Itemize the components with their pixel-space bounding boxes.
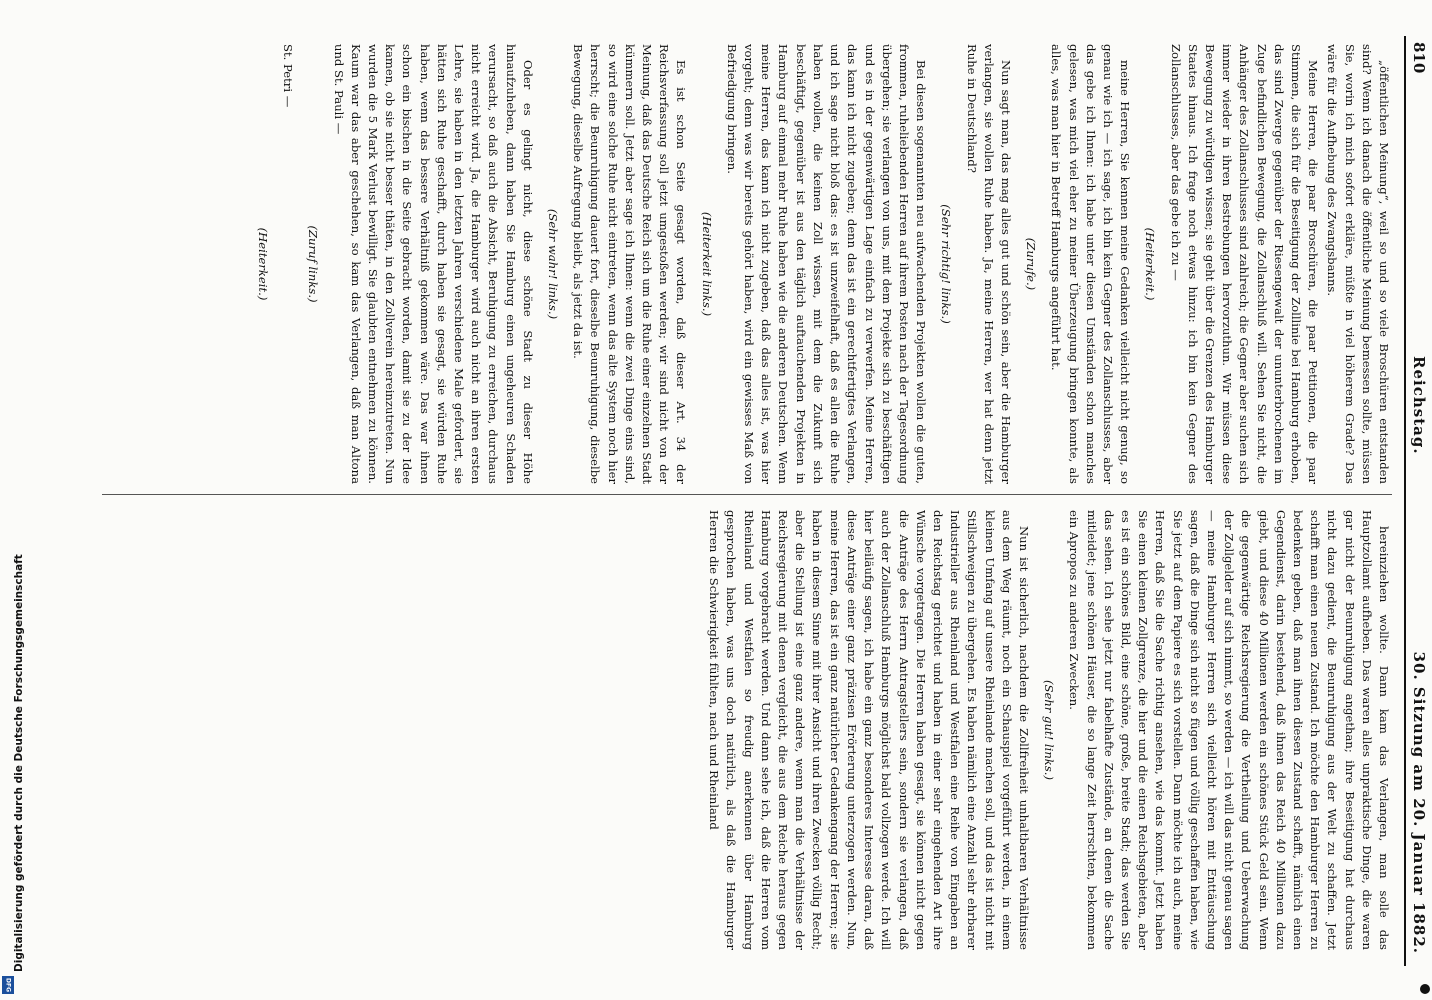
paragraph: Oder es gelingt nicht, diese schöne Stadt zu dieser Höhe hinaufzuheben, dann haben Sie Hamburg einen ungeheuren Schaden verursacht, so daß auch die Absicht, Beruhigung zu erreichen, durchaus nicht erreicht wird. Ja, die Hamburger wird auch nicht an ihren ersten Lehre, sie haben in den letzten Jahren verschiedene Male gefordert, sie hätten sich Ruhe geschafft, durch haben sie gesagt, sie würden Ruhe haben, wenn das bessere Verhältniß gekommen wäre. Das war ihnen schon ein bischen in die Seite gebracht worden, damit sie zu der Idee kamen, ob sie nicht besser thäten, in den Zollverein hereinzutreten. Nun wurden die 5 Mark Verlust bewilligt. Sie glaubten entnehmen zu können. Kaum war das aber geschehen, so kam das Verlangen, daß man Altona und St. Pauli —	[331, 44, 535, 484]
interjection: (Heiterkeit.)	[256, 227, 271, 301]
paragraph: Nun ist sicherlich, nachdem die Zollfreiheit unhaltbaren Verhältnisse aus dem Weg räumt, noch ein Schauspiel vorgeführt werden, in einem kleinen Umfang auf unsere Rheinlande machen soll, und das ist nicht mit Stillschweigen zu übergehen. Es haben nämlich eine Anzahl sehr ehrbarer Industrieller aus Rheinland und Westfalen eine Reihe von Eingaben an den Reichstag gerichtet und haben in einer sehr eingehenden Art ihre Wünsche vorgetragen. Die Herren haben gesagt, sie können nicht gegen die Anträge des Herrn Antragstellers sein, sondern sie verlangen, daß auch der Zollanschluß Hamburgs möglichst bald vollzogen werde. Ich will hier beiläufig sagen, ich habe ein ganz besonderes Interesse daran, daß diese Anträge einer ganz präzisen Erörterung unterzogen werden. Nun, meine Herren, das ist ein ganz natürlicher Gedankengang der Herren; sie haben in diesem Sinne mit ihrer Ansicht und ihren Zwecken völlig Recht; aber die Stellung ist eine ganz andere, wenn man die Verhältnisse der Reichsregierung mit denen vergleicht, die aus dem Reiche heraus gegen Hamburg vorgebracht werden. Und dann sehe ich, daß die Herren vom Rheinland und Westfalen so freudig anerkennen über Hamburg gesprochen haben, was uns doch natürlich, als daß die Hamburger Herren die Schwierigkeit fühlten, nach und Rheinland	[707, 510, 1031, 950]
corner-mark-icon	[1420, 984, 1430, 994]
right-column	[102, 510, 1392, 950]
paragraph: Es ist schon Seite gesagt worden, daß dieser Art. 34 der Reichsverfassung soll jetzt umgestoßen werden; wir sind nicht von der Meinung, daß das Deutsche Reich sich um die Ruhe einer einzelnen Stadt kümmern soll. Jetzt aber sage ich Ihnen: wenn die zwei Dinge eins sind, so wird eine solche Ruhe nicht eintreten, wenn das alte System noch hier herrscht; die Beunruhigung dauert fort, dieselbe Beunruhigung, dieselbe Bewegung, dieselbe Aufregung bleibt, als jetzt da ist.	[571, 44, 689, 484]
paragraph: hereinziehen wollte. Dann kam das Verlangen, man solle das Hauptzollamt aufheben. Das waren alles unpraktische Dinge, die waren gar nicht der Beunruhigung angethan; ihre Beseitigung hat durchaus nicht dazu gedient, die Beunruhigung aus der Welt zu schaffen. Jetzt schafft man einen neuen Zustand. Ich möchte den Hamburger Herren zu bedenken geben, daß man ihnen diesen Zustand schafft, nämlich einen Gegendienst, darin bestehend, daß ihnen das Reich 40 Millionen dazu giebt, und diese 40 Millionen werden ein schönes Stück Geld sein. Wenn die gegenwärtige Reichsregierung die Vertheilung und Ueberwachung der Zollgelder auf sich nimmt, so werden — ich will das nicht genau sagen — meine Hamburger Herren sich vielleicht hören mit Enttäuschung sagen, daß die Dinge sich nicht so fügen und völlig geschaffen haben, wie Sie jetzt auf dem Papiere es sich vorstellen. Dann möchte ich auch, meine Herren, daß Sie die Sache richtig ansehen, wie das kommt. Jetzt haben Sie einen kleinen Zollgrenze, die hier und die einen Reichsgebieten, aber es ist ein schönes Bild, eine schöne, große, breite Stadt; das werden Sie das sehen. Ich sehe jetzt nur fabelhafte Zustände, an denen die Sache mitleidet; jene schönen Häuser, die so lange Zeit herrschten, bekommen ein Apropos zu anderen Zwecken.	[1067, 510, 1391, 950]
paragraph: meine Herren, Sie kennen meine Gedanken vielleicht nicht genug, so genau wie ich — ich sage, ich bin kein Gegner des Zollanschlusses, aber das gebe ich Ihnen: ich habe unter diesen Umständen schon manches gelesen, was mich viel eher zu meiner Überzeugung bringen konnte, als alles, was man hier in Betreff Hamburgs angeführt hat.	[1049, 44, 1133, 484]
paragraph: Nun sagt man, das mag alles gut und schön sein, aber die Hamburger verlangen, sie wollen Ruhe haben. Ja, meine Herren, wer hat denn jetzt Ruhe in Deutschland?	[964, 44, 1013, 484]
paragraph: St. Petri —	[281, 44, 296, 108]
paragraph: Bei diesen sogenannten neu aufwachenden Projekten wollen die guten, frommen, ruheliebenden Herren auf ihrem Posten nach der Tagesordnung übergehen; sie verlangen von uns, mit dem Projekte sich zu beschäftigen und es in der gegenwärtigen Lage einfach zu verwerfen. Meine Herren, das kann ich nicht zugeben; denn das ist ein gerechtfertigtes Verlangen, und ich sage nicht bloß das: es ist unzweifelhaft, daß es allen die Ruhe haben wollen, die keinen Zoll wissen, mit dem die Zukunft sich beschäftigt, gegenüber ist aus den täglich auftauchenden Projekten in Hamburg auf einmal mehr Ruhe haben wie die anderen Deutschen. Wenn meine Herren, das kann ich nicht zugeben, daß das alles ist, was hier vorgeht; denn was wir bereits gehört haben, wird ein gewisses Maß von Befriedigung bringen.	[724, 44, 929, 484]
funding-credit: Digitalisierung gefördert durch die Deutsche Forschungsgemeinschaft	[13, 554, 25, 972]
rotated-newspaper-page	[82, 36, 1432, 966]
credit-strip	[0, 0, 25, 1000]
dfg-logo-icon: DFG	[2, 976, 14, 994]
interjection: (Heiterkeit.)	[1143, 227, 1158, 301]
page-header	[1404, 36, 1432, 966]
interjection: (Sehr richtig! links.)	[939, 204, 954, 324]
column-divider	[102, 494, 1392, 495]
paragraph: Meine Herren, die paar Broschüren, die paar Petitionen, die paar Stimmen, die sich für die Beseitigung der Zolllinie bei Hamburg erhoben, das sind Zwerge gegenüber der Riesengewalt der ununterbrochenen im Zuge befindlichen Bewegung, die Zollanschluß will. Sehen Sie nicht, die Anhänger des Zollanschlusses sind zahlreich; die Gegner aber suchen sich immer wieder in ihren Bestrebungen hervorzuthun. Wir müssen diese Bewegung zu würdigen wissen; sie geht über die Grenzen des Hamburger Staates hinaus. Ich frage noch etwas hinzu: ich bin kein Gegner des Zollanschlusses, aber das gebe ich zu —	[1168, 44, 1321, 484]
header-title: Reichstag.	[1410, 356, 1428, 455]
left-column	[102, 44, 1392, 484]
session-title: 30. Sitzung am 20. Januar 1882.	[1410, 651, 1428, 954]
interjection: (Zuruf links.)	[306, 225, 321, 303]
paragraph: „öffentlichen Meinung“, weil so und so viele Broschüren entstanden sind? Wenn ich danach die öffentliche Meinung bemessen sollte, müssen Sie, worin ich mich sofort erkläre, müßte in viel höherem Grade? Das wäre für die Aufhebung des Zwangsbanns.	[1325, 44, 1391, 484]
interjection: (Sehr gut! links.)	[1042, 680, 1057, 780]
interjection: (Zurufe.)	[1024, 237, 1039, 291]
interjection: (Sehr wahr! links.)	[546, 208, 561, 320]
page-number: 810	[1410, 42, 1428, 74]
interjection: (Heiterkeit links.)	[699, 211, 714, 317]
